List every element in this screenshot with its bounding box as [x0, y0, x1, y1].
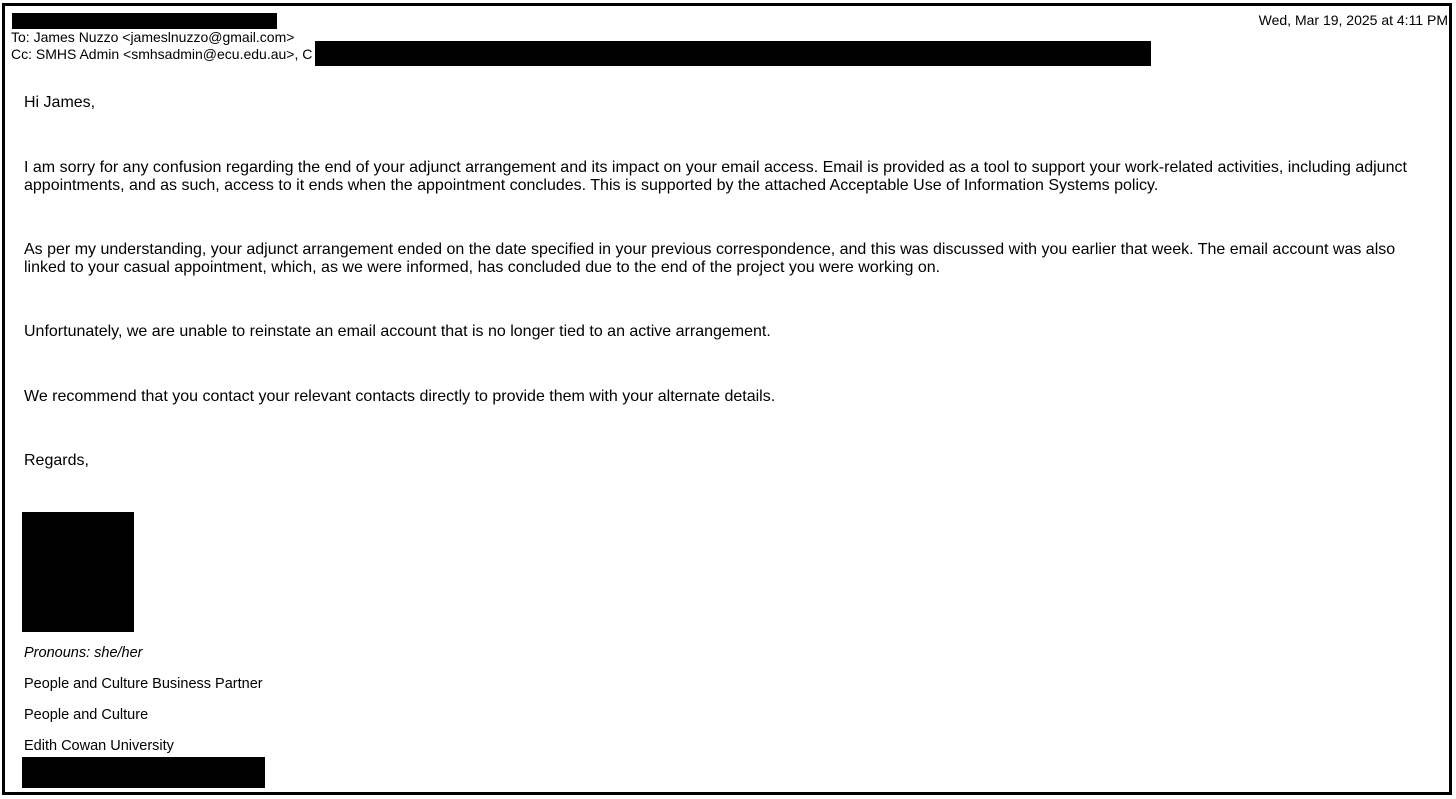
signature-organization: Edith Cowan University	[24, 738, 174, 754]
email-paragraph: Unfortunately, we are unable to reinstate an email account that is no longer tied to an active arrangement.	[24, 323, 771, 340]
email-paragraph: I am sorry for any confusion regarding the end of your adjunct arrangement and its impact on your email access. Email is provided as a tool to support your work-related activities, including adjunct appointments, and as such, access to it ends when the appointment concludes. This is supported by the attached Acceptable Use of Information Systems policy.	[24, 159, 1407, 194]
redacted-cc-recipients	[315, 41, 1151, 66]
email-to-line: To: James Nuzzo <jameslnuzzo@gmail.com>	[11, 29, 295, 45]
email-cc-line: Cc: SMHS Admin <smhsadmin@ecu.edu.au>, C	[11, 46, 313, 62]
signature-title: People and Culture Business Partner	[24, 676, 263, 692]
email-closing: Regards,	[24, 452, 89, 469]
signature-department: People and Culture	[24, 707, 149, 723]
redacted-sender	[12, 13, 277, 29]
redacted-signature-image	[22, 512, 134, 632]
email-greeting: Hi James,	[24, 94, 96, 111]
email-paragraph: As per my understanding, your adjunct arrangement ended on the date specified in your previous correspondence, and this was discussed with you earlier that week. The email account was also linked to your casual appointment, which, as we were informed, has concluded due to the end of the project you were working on.	[24, 241, 1396, 276]
email-date: Wed, Mar 19, 2025 at 4:11 PM	[1258, 12, 1448, 28]
redacted-signature-footer	[22, 757, 265, 788]
email-paragraph: We recommend that you contact your relevant contacts directly to provide them with your alternate details.	[24, 388, 776, 405]
signature-pronouns: Pronouns: she/her	[24, 645, 143, 661]
